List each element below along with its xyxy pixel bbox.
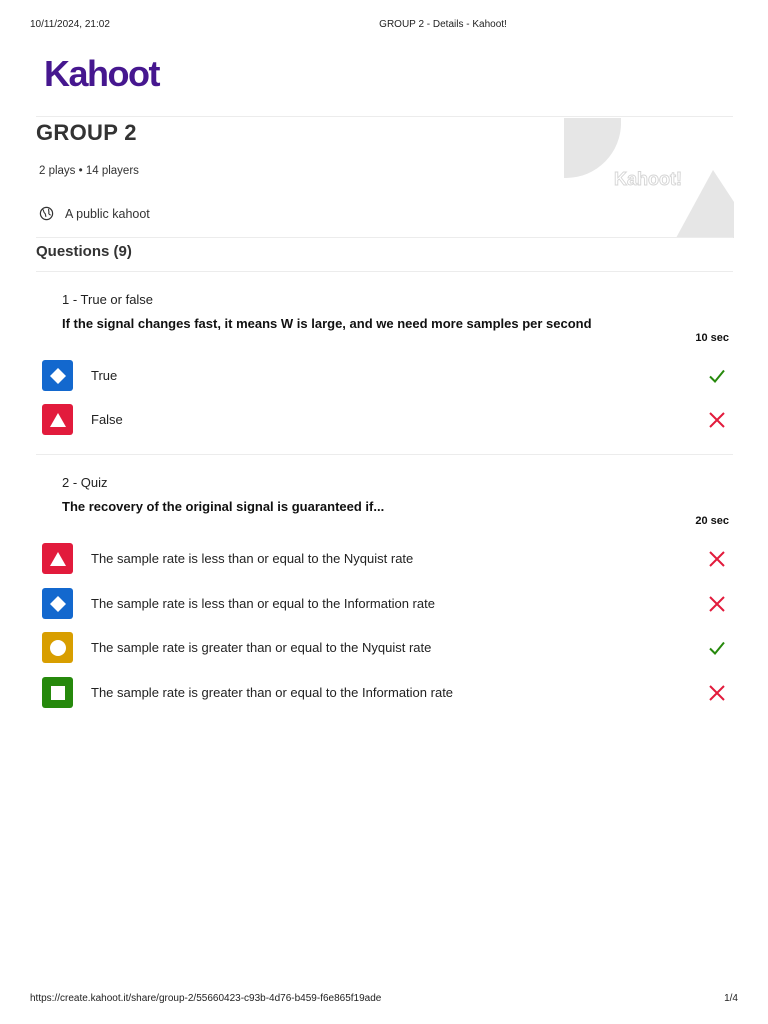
question-type-label: 1 - True or false: [62, 292, 154, 307]
question-card[interactable]: [36, 292, 733, 442]
question-time-limit: 10 sec: [695, 332, 729, 344]
answer-text: The sample rate is greater than or equal to the Information rate: [91, 685, 454, 700]
print-page-number: 1/4: [724, 993, 738, 1004]
print-datetime: 10/11/2024, 21:02: [30, 19, 110, 30]
answer-text: True: [91, 368, 118, 383]
triangle-shape-icon: [42, 404, 73, 435]
kahoot-logo-mark: [42, 50, 162, 96]
checkmark-icon: [707, 366, 727, 386]
question-card[interactable]: [36, 475, 733, 715]
print-url: https://create.kahoot.it/share/group-2/55660423-c93b-4d76-b459-f6e865f19ade: [30, 993, 382, 1004]
cross-icon: [707, 683, 727, 703]
triangle-shape-icon: [42, 543, 73, 574]
divider: [36, 116, 733, 117]
answer-option: [42, 677, 733, 709]
diamond-shape-icon: [42, 588, 73, 619]
answer-text: False: [91, 412, 123, 427]
circle-shape-icon: [42, 632, 73, 663]
visibility-label: A public kahoot: [65, 206, 150, 221]
answer-option: [42, 360, 733, 392]
divider: [36, 271, 733, 272]
kahoot-logo[interactable]: [42, 50, 162, 96]
square-shape-icon: [42, 677, 73, 708]
print-doc-title: GROUP 2 - Details - Kahoot!: [379, 19, 507, 30]
divider: [36, 237, 733, 238]
question-text: If the signal changes fast, it means W is large, and we need more samples per second: [62, 316, 592, 331]
kahoot-title: GROUP 2: [36, 120, 137, 145]
kahoot-cover-image: [564, 118, 734, 238]
answer-option: [42, 632, 733, 664]
cross-icon: [707, 549, 727, 569]
answer-text: The sample rate is greater than or equal to the Nyquist rate: [91, 640, 432, 655]
cross-icon: [707, 594, 727, 614]
question-type-label: 2 - Quiz: [62, 475, 108, 490]
kahoot-stats: 2 plays • 14 players: [39, 165, 139, 177]
kahoot-logo-text: Kahoot!: [44, 53, 162, 94]
visibility-row: [39, 206, 150, 221]
answer-option: [42, 588, 733, 620]
checkmark-icon: [707, 638, 727, 658]
answer-option: [42, 543, 733, 575]
answer-text: The sample rate is less than or equal to the Information rate: [91, 596, 435, 611]
print-header: [0, 19, 768, 33]
cross-icon: [707, 410, 727, 430]
answer-text: The sample rate is less than or equal to the Nyquist rate: [91, 551, 414, 566]
diamond-shape-icon: [42, 360, 73, 391]
cover-watermark: Kahoot!: [614, 169, 682, 189]
questions-heading: Questions (9): [36, 243, 132, 260]
globe-icon: [39, 206, 54, 221]
question-time-limit: 20 sec: [695, 515, 729, 527]
question-text: The recovery of the original signal is guaranteed if...: [62, 499, 385, 514]
answer-option: [42, 404, 733, 436]
divider: [36, 454, 733, 455]
